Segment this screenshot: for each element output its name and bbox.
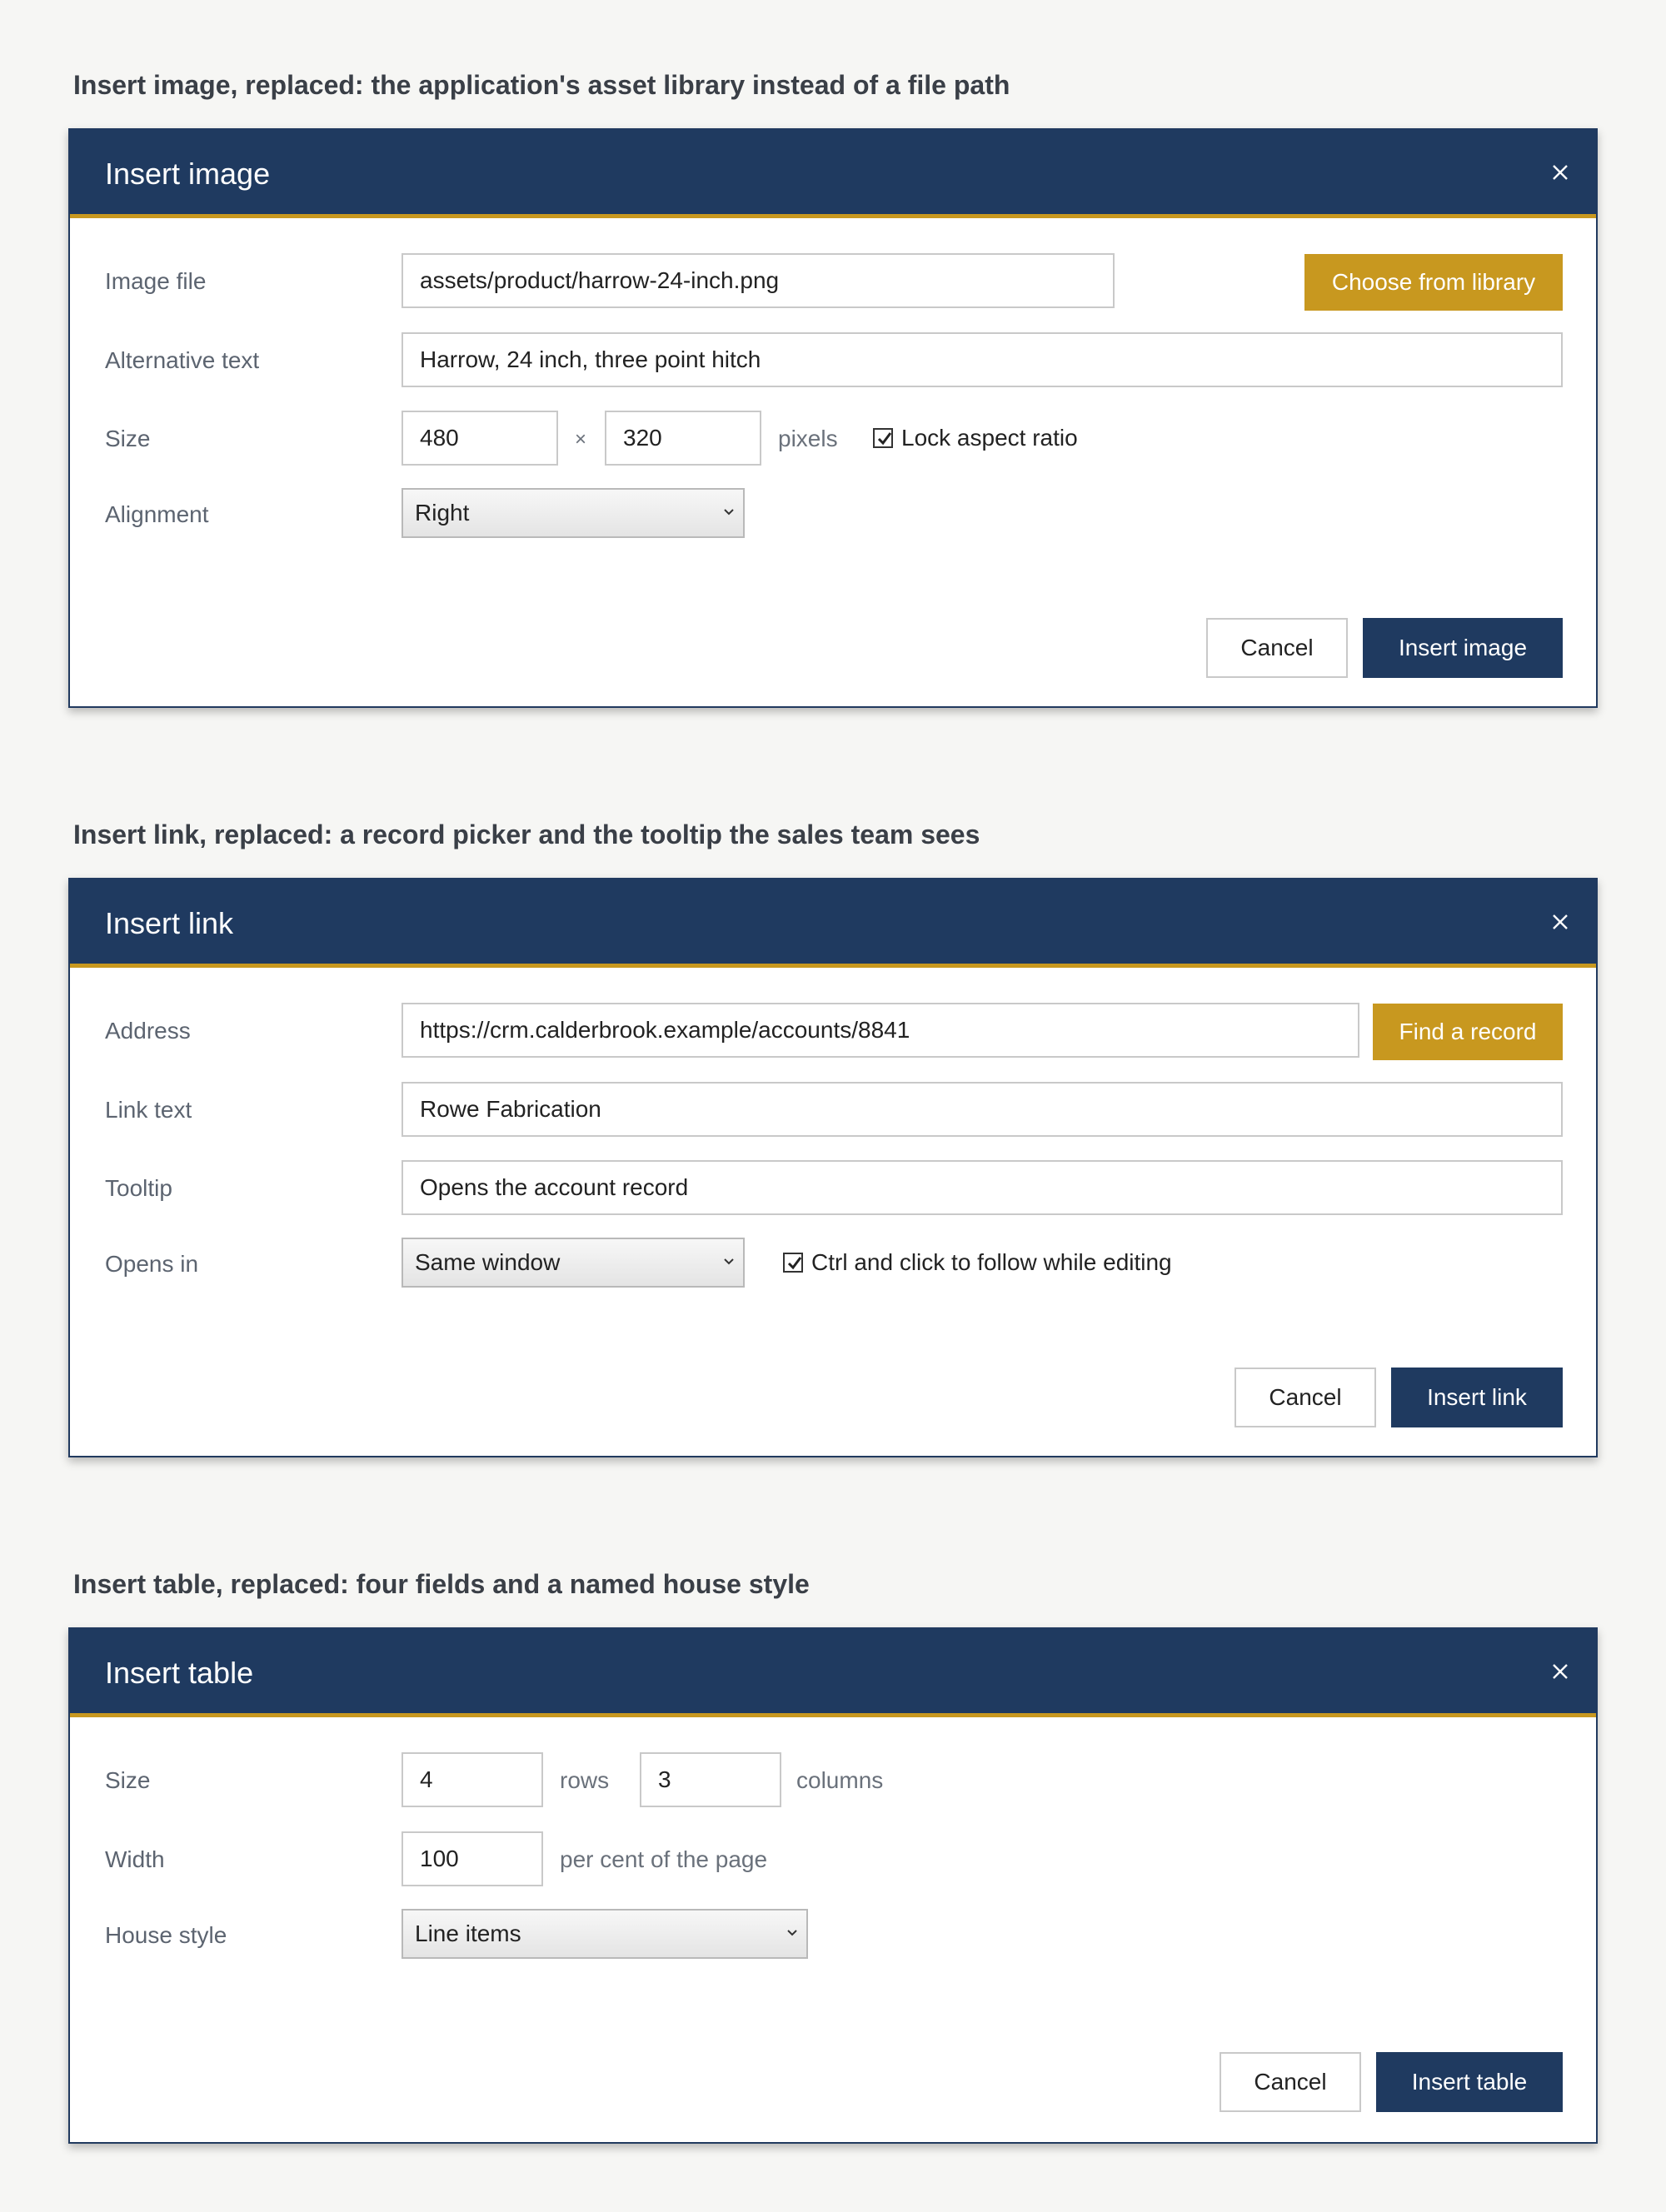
insert-image-button[interactable]: Insert image (1363, 618, 1563, 678)
address-input[interactable] (402, 1003, 1359, 1058)
chevron-down-icon (723, 508, 735, 516)
tooltip-label: Tooltip (105, 1175, 172, 1201)
alignment-selected-value: Right (415, 500, 470, 526)
ctrl-click-follow-checkbox[interactable] (783, 1249, 1172, 1276)
dialog-title: Insert table (105, 1656, 254, 1690)
alt-text-label: Alternative text (105, 347, 260, 373)
opens-in-label: Opens in (105, 1251, 199, 1277)
section-caption-link: Insert link, replaced: a record picker and the tooltip the sales team sees (73, 820, 980, 849)
table-width-unit: per cent of the page (560, 1846, 768, 1872)
address-label: Address (105, 1018, 191, 1044)
find-a-record-button[interactable]: Find a record (1373, 1004, 1563, 1060)
insert-link-dialog (68, 878, 1598, 1457)
dialog-titlebar (70, 879, 1596, 968)
alignment-select[interactable] (402, 488, 745, 538)
choose-from-library-button[interactable]: Choose from library (1304, 254, 1563, 311)
opens-in-selected-value: Same window (415, 1249, 561, 1275)
section-caption-image: Insert image, replaced: the application's asset library instead of a file path (73, 70, 1010, 100)
insert-image-dialog (68, 128, 1598, 708)
checkbox-box[interactable] (873, 428, 893, 448)
check-icon (875, 430, 894, 448)
alignment-label: Alignment (105, 501, 209, 527)
section-caption-table: Insert table, replaced: four fields and a named house style (73, 1569, 810, 1599)
opens-in-select[interactable] (402, 1238, 745, 1288)
link-text-input[interactable] (402, 1082, 1563, 1137)
dialog-titlebar (70, 130, 1596, 218)
insert-link-button[interactable]: Insert link (1391, 1368, 1563, 1427)
tooltip-input[interactable] (402, 1160, 1563, 1215)
image-file-label: Image file (105, 268, 207, 294)
close-icon[interactable] (1548, 160, 1573, 185)
insert-table-dialog (68, 1627, 1598, 2144)
house-style-selected-value: Line items (415, 1921, 521, 1946)
size-unit: pixels (778, 426, 838, 451)
cancel-button[interactable]: Cancel (1220, 2052, 1361, 2112)
dialog-title: Insert link (105, 906, 234, 940)
rows-unit: rows (560, 1767, 610, 1793)
alt-text-input[interactable] (402, 332, 1563, 387)
width-input[interactable] (402, 411, 558, 466)
checkbox-box[interactable] (783, 1253, 803, 1273)
columns-unit: columns (796, 1767, 884, 1793)
ctrl-click-follow-label: Ctrl and click to follow while editing (811, 1249, 1172, 1275)
check-icon (786, 1254, 804, 1273)
close-icon[interactable] (1548, 1659, 1573, 1684)
height-input[interactable] (605, 411, 761, 466)
chevron-down-icon (786, 1929, 798, 1937)
chevron-down-icon (723, 1258, 735, 1266)
cancel-button[interactable]: Cancel (1235, 1368, 1376, 1427)
insert-table-button[interactable]: Insert table (1376, 2052, 1563, 2112)
size-label: Size (105, 426, 151, 451)
columns-input[interactable] (640, 1752, 781, 1807)
lock-aspect-ratio-label: Lock aspect ratio (901, 425, 1078, 451)
image-file-input[interactable] (402, 253, 1115, 308)
dialog-title: Insert image (105, 157, 271, 191)
table-width-input[interactable] (402, 1831, 543, 1886)
lock-aspect-ratio-checkbox[interactable] (873, 425, 1078, 451)
rows-input[interactable] (402, 1752, 543, 1807)
table-width-label: Width (105, 1846, 165, 1872)
times-sign: × (575, 428, 587, 451)
table-size-label: Size (105, 1767, 151, 1793)
house-style-label: House style (105, 1922, 227, 1948)
dialog-titlebar (70, 1629, 1596, 1717)
close-icon[interactable] (1548, 909, 1573, 934)
link-text-label: Link text (105, 1097, 192, 1123)
cancel-button[interactable]: Cancel (1206, 618, 1348, 678)
house-style-select[interactable] (402, 1909, 808, 1959)
